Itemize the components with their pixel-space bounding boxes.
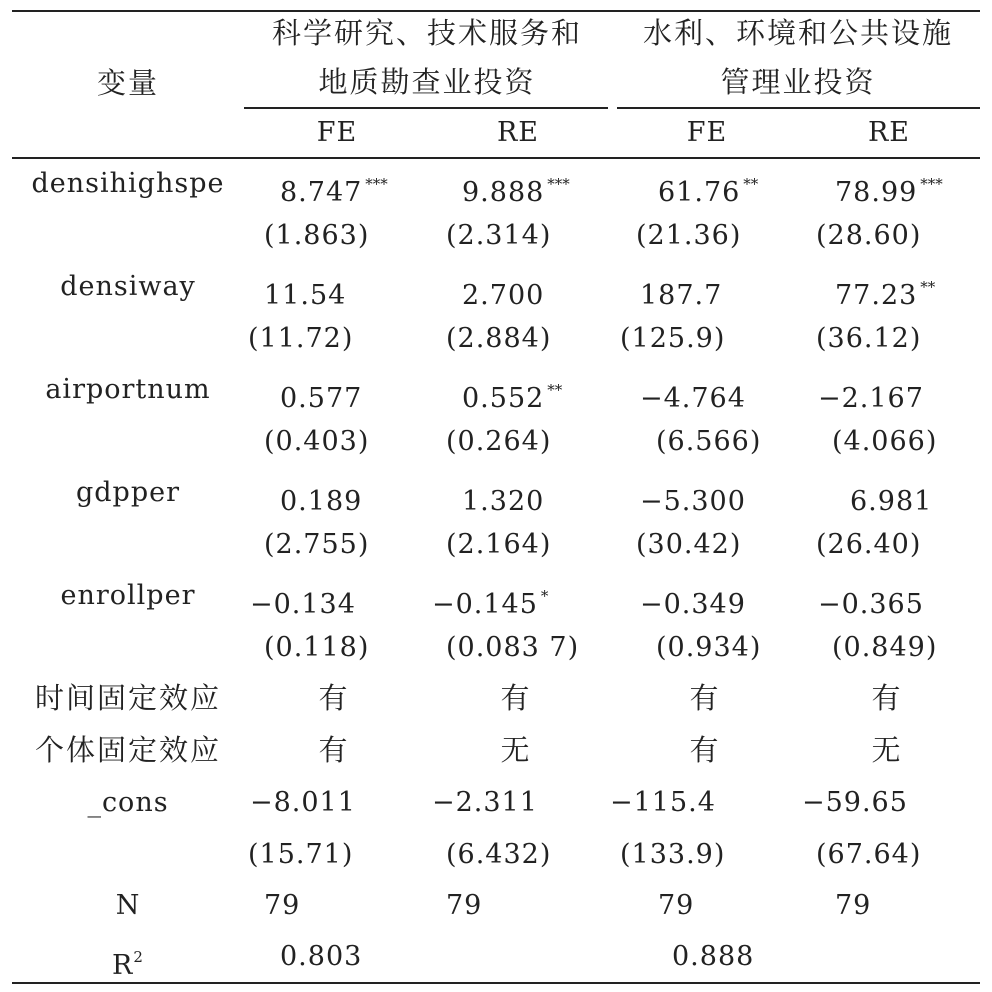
coef-cell: 0.189 — [280, 486, 363, 517]
row-label: N — [115, 890, 141, 921]
r2-cell: 0.888 — [672, 941, 755, 972]
coef-cell: 6.981 — [850, 486, 933, 517]
fe-cell: 无 — [500, 733, 532, 767]
coef-cell: −2.167 — [818, 383, 924, 414]
se-cell: (1.863) — [264, 220, 370, 251]
se-cell: (2.164) — [446, 529, 552, 560]
row-label: airportnum — [45, 374, 211, 405]
se-cell: (2.884) — [446, 323, 552, 354]
coef-cell: 0.577 — [280, 383, 363, 414]
coef-cell: −0.365 — [818, 589, 924, 620]
se-cell: (2.314) — [446, 220, 552, 251]
se-cell: (6.432) — [446, 839, 552, 870]
coef-cell: 9.888 *** — [462, 175, 570, 208]
fe-cell: 有 — [871, 681, 903, 715]
group2-header-line2: 管理业投资 — [720, 65, 876, 99]
row-label: $R^2$ — [112, 948, 144, 981]
coef-cell: −115.4 — [610, 787, 716, 818]
col-header-fe-2: FE — [686, 117, 728, 148]
row-label: gdpper — [75, 477, 181, 508]
coef-cell: 77.23 ** — [835, 278, 936, 311]
se-cell: (125.9) — [620, 323, 726, 354]
row-label: 个体固定效应 — [34, 733, 222, 767]
coef-cell: 0.552 ** — [462, 381, 563, 414]
coef-cell: −0.349 — [640, 589, 746, 620]
group2-header-line1: 水利、环境和公共设施 — [642, 16, 954, 50]
se-cell: (11.72) — [248, 323, 354, 354]
group2-underline — [617, 107, 980, 109]
se-cell: (0.403) — [264, 426, 370, 457]
se-cell: (28.60) — [816, 220, 922, 251]
se-cell: (36.12) — [816, 323, 922, 354]
coef-cell: −5.300 — [640, 486, 746, 517]
n-cell: 79 — [446, 890, 483, 921]
coef-cell: 187.7 — [640, 280, 723, 311]
coef-cell: 11.54 — [264, 280, 347, 311]
group1-header-line2: 地质勘查业投资 — [318, 65, 536, 99]
row-label: 时间固定效应 — [34, 681, 222, 715]
se-cell: (133.9) — [620, 839, 726, 870]
se-cell: (6.566) — [656, 426, 762, 457]
coef-cell: −2.311 — [432, 787, 538, 818]
coef-cell: 61.76 ** — [658, 175, 759, 208]
se-cell: (30.42) — [636, 529, 742, 560]
se-cell: (21.36) — [636, 220, 742, 251]
table-header-rule — [12, 157, 980, 159]
group1-underline — [244, 107, 608, 109]
se-cell: (15.71) — [248, 839, 354, 870]
fe-cell: 有 — [689, 733, 721, 767]
n-cell: 79 — [264, 890, 301, 921]
coef-cell: −0.134 — [250, 589, 356, 620]
coef-cell: 2.700 — [462, 280, 545, 311]
fe-cell: 有 — [500, 681, 532, 715]
n-cell: 79 — [835, 890, 872, 921]
se-cell: (2.755) — [264, 529, 370, 560]
se-cell: (67.64) — [816, 839, 922, 870]
fe-cell: 有 — [318, 733, 350, 767]
coef-cell: 78.99 *** — [835, 175, 943, 208]
coef-cell: −59.65 — [802, 787, 908, 818]
n-cell: 79 — [658, 890, 695, 921]
col-header-fe-1: FE — [316, 117, 358, 148]
col-header-re-2: RE — [867, 117, 911, 148]
coef-cell: −8.011 — [250, 787, 356, 818]
table-top-rule — [12, 10, 980, 12]
se-cell: (0.083 7) — [446, 632, 580, 663]
coef-cell: 8.747 *** — [280, 175, 388, 208]
group1-header-line1: 科学研究、技术服务和 — [271, 16, 583, 50]
fe-cell: 有 — [318, 681, 350, 715]
coef-cell: −0.145 * — [432, 587, 549, 620]
row-label: enrollper — [60, 580, 196, 611]
fe-cell: 有 — [689, 681, 721, 715]
row-label: densihighspe — [31, 168, 225, 199]
row-label: densiway — [60, 271, 196, 302]
r2-cell: 0.803 — [280, 941, 363, 972]
se-cell: (4.066) — [832, 426, 938, 457]
se-cell: (0.264) — [446, 426, 552, 457]
coef-cell: 1.320 — [462, 486, 545, 517]
variable-header: 变量 — [96, 66, 160, 100]
se-cell: (0.849) — [832, 632, 938, 663]
table-bottom-rule — [12, 982, 980, 984]
se-cell: (0.118) — [264, 632, 370, 663]
fe-cell: 无 — [871, 733, 903, 767]
row-label: _cons — [87, 787, 169, 818]
col-header-re-1: RE — [496, 117, 540, 148]
coef-cell: −4.764 — [640, 383, 746, 414]
se-cell: (26.40) — [816, 529, 922, 560]
se-cell: (0.934) — [656, 632, 762, 663]
